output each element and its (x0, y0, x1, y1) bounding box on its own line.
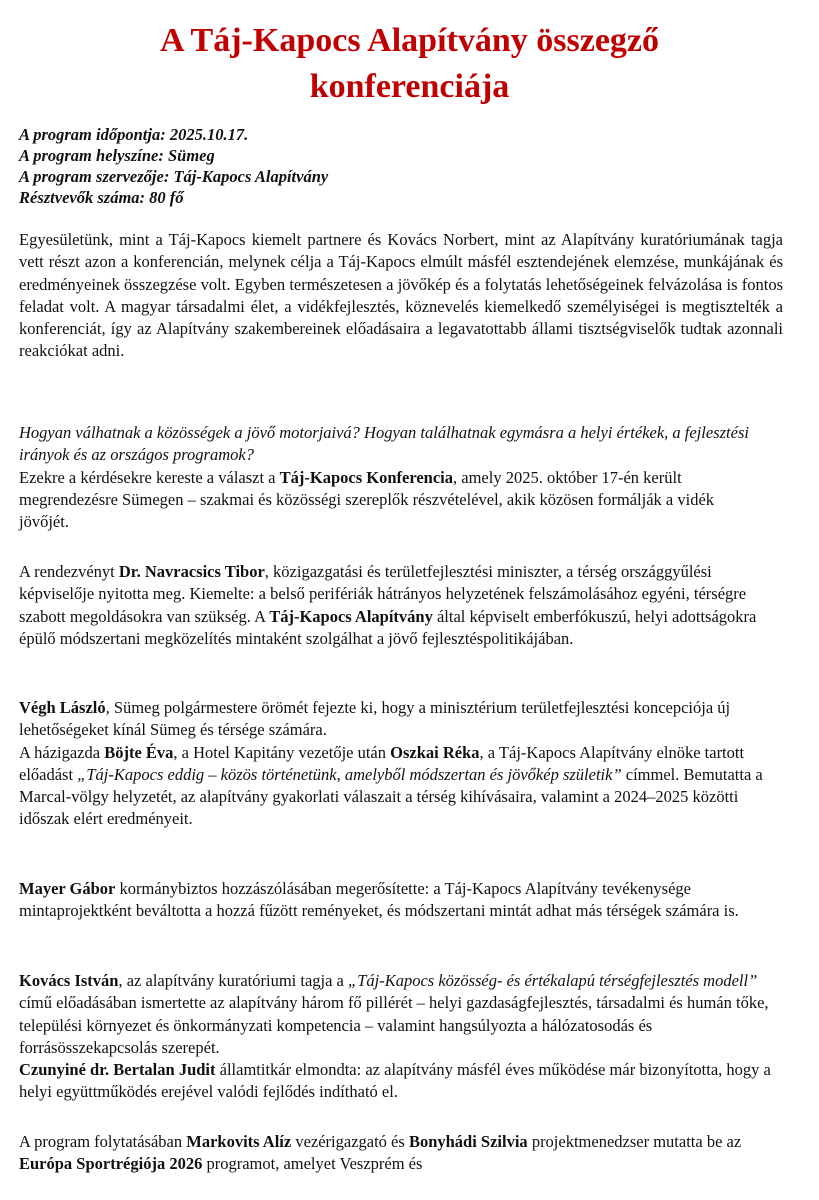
text: által képviselt emberfókuszú, helyi adottságokra épülő módszertani megközelítés mintaként szolgálhat a jövő fejlesztéspolitikájában. (19, 606, 757, 648)
title-line-1: A Táj-Kapocs Alapítvány összegző (159, 22, 659, 59)
program-name: Európa Sportrégiója 2026 (19, 1154, 203, 1174)
person-name: Markovits Alíz (186, 1132, 292, 1151)
text: kormánybiztos hozzászólásában megerősítette: a Táj-Kapocs Alapítvány tevékenysége mintaprojektként beváltotta a hozzá fűzött reményeket, és módszertani mintát adhat más térségek számára is. (19, 879, 739, 921)
meta-location: A program helyszíne: Sümeg (19, 146, 215, 165)
document-title (0, 18, 819, 110)
text: , közigazgatási és területfejlesztési miniszter, a térség országgyűlési képviselője nyitotta meg. Kiemelte: a belső perifériák hátrányos helyzetének felszámolásához egyéni, térségre szabott megoldásokra van szükség. A (19, 562, 747, 626)
paragraph-commissioner (19, 878, 764, 923)
paragraph-pillars (19, 970, 784, 1104)
text: A rendezvényt (19, 562, 119, 581)
lecture-title: „Táj-Kapocs közösség- és értékalapú térségfejlesztés modell” (348, 971, 758, 990)
paragraph-opening (19, 561, 764, 650)
person-name: Végh László (19, 698, 106, 717)
meta-participants: Résztvevők száma: 80 fő (19, 188, 184, 207)
person-name: Bonyhádi Szilvia (408, 1132, 528, 1151)
intro-paragraph: Egyesületünk, mint a Táj-Kapocs kiemelt partnere és Kovács Norbert, mint az Alapítvány kuratóriumának tagja vett részt azon a konferencián, melynek célja a Táj-Kapocs elmúlt másfél esztendejének elemzése, munkájának és eredményeinek összegzése volt. Egyben természetesen a jövőkép és a folytatás lehetőségeinek felvázolása is fontos feladat volt. A magyar társadalmi élet, a vidékfejlesztés, köznevelés kiemelkedő személyiségei is megtisztelték a konferenciát, így az Alapítvány szakembereinek előadásaira a legavatottabb állami tisztségviselők tudtak azonnali reakciókat adni. (19, 230, 783, 361)
person-name: Czunyiné dr. Bertalan Judit (19, 1060, 216, 1080)
meta-date: A program időpontja: 2025.10.17. (19, 125, 249, 144)
person-name: Böjte Éva (104, 742, 174, 762)
text: , a Táj-Kapocs Alapítvány elnöke tartott előadást (19, 742, 745, 784)
text: A házigazda (19, 742, 105, 762)
text: címmel. Bemutatta a Marcal-völgy helyzetét, az alapítvány gyakorlati válaszait a térség kihívásaira, valamint a 2024–2025 közötti időszak elért eredményeit. (19, 764, 763, 829)
paragraph-sportregion (19, 1131, 784, 1176)
text: A program folytatásában (19, 1132, 187, 1151)
questions-block (19, 422, 759, 533)
meta-organizer: A program szervezője: Táj-Kapocs Alapítvány (19, 167, 329, 186)
text: , amely 2025. október 17-én került megrendezésre Sümegen – szakmai és közösségi szereplők részvételével, akik közösen formálják a vidék jövőjét. (19, 467, 715, 532)
person-name: Dr. Navracsics Tibor (118, 562, 265, 581)
text: , Sümeg polgármestere örömét fejezte ki, hogy a minisztérium területfejlesztési koncepciója új lehetőségeket kínál Sümeg és térsége számára. (19, 698, 731, 740)
org-name: Táj-Kapocs Alapítvány (269, 606, 433, 626)
conference-name: Táj-Kapocs Konferencia (279, 467, 454, 487)
title-line-2: konferenciája (309, 68, 510, 105)
text: című előadásában ismertette az alapítvány három fő pillérét – helyi gazdaságfejlesztés, társadalmi és humán tőke, települési környezet és önkormányzati kompetencia – valamint hangsúlyozta a hálózatosodás és forrásösszekapcsolás szerepét. (19, 993, 769, 1057)
person-name: Mayer Gábor (19, 879, 116, 898)
text: Ezekre a kérdésekre kereste a választ a (19, 467, 280, 487)
text: , az alapítvány kuratóriumi tagja a (118, 971, 349, 990)
program-meta (19, 124, 328, 208)
person-name: Oszkai Réka (390, 742, 480, 762)
text: programot, amelyet Veszprém és (202, 1154, 423, 1174)
text: államtitkár elmondta: az alapítvány másfél éves működése már bizonyította, hogy a helyi együttműködés erejével valódi fejlődés indítható el. (19, 1060, 771, 1102)
text: vezérigazgató és (291, 1132, 409, 1151)
text: projektmenedzser mutatta be az (527, 1132, 742, 1151)
lecture-title: „Táj-Kapocs eddig – közös történetünk, amelyből módszertan és jövőkép születik” (77, 764, 622, 784)
paragraph-mayor (19, 697, 764, 831)
person-name: Kovács István (19, 971, 119, 990)
questions-text: Hogyan válhatnak a közösségek a jövő motorjaivá? Hogyan találhatnak egymásra a helyi értékek, a fejlesztési irányok és az országos programok? (19, 423, 749, 465)
text: , a Hotel Kapitány vezetője után (173, 742, 391, 762)
